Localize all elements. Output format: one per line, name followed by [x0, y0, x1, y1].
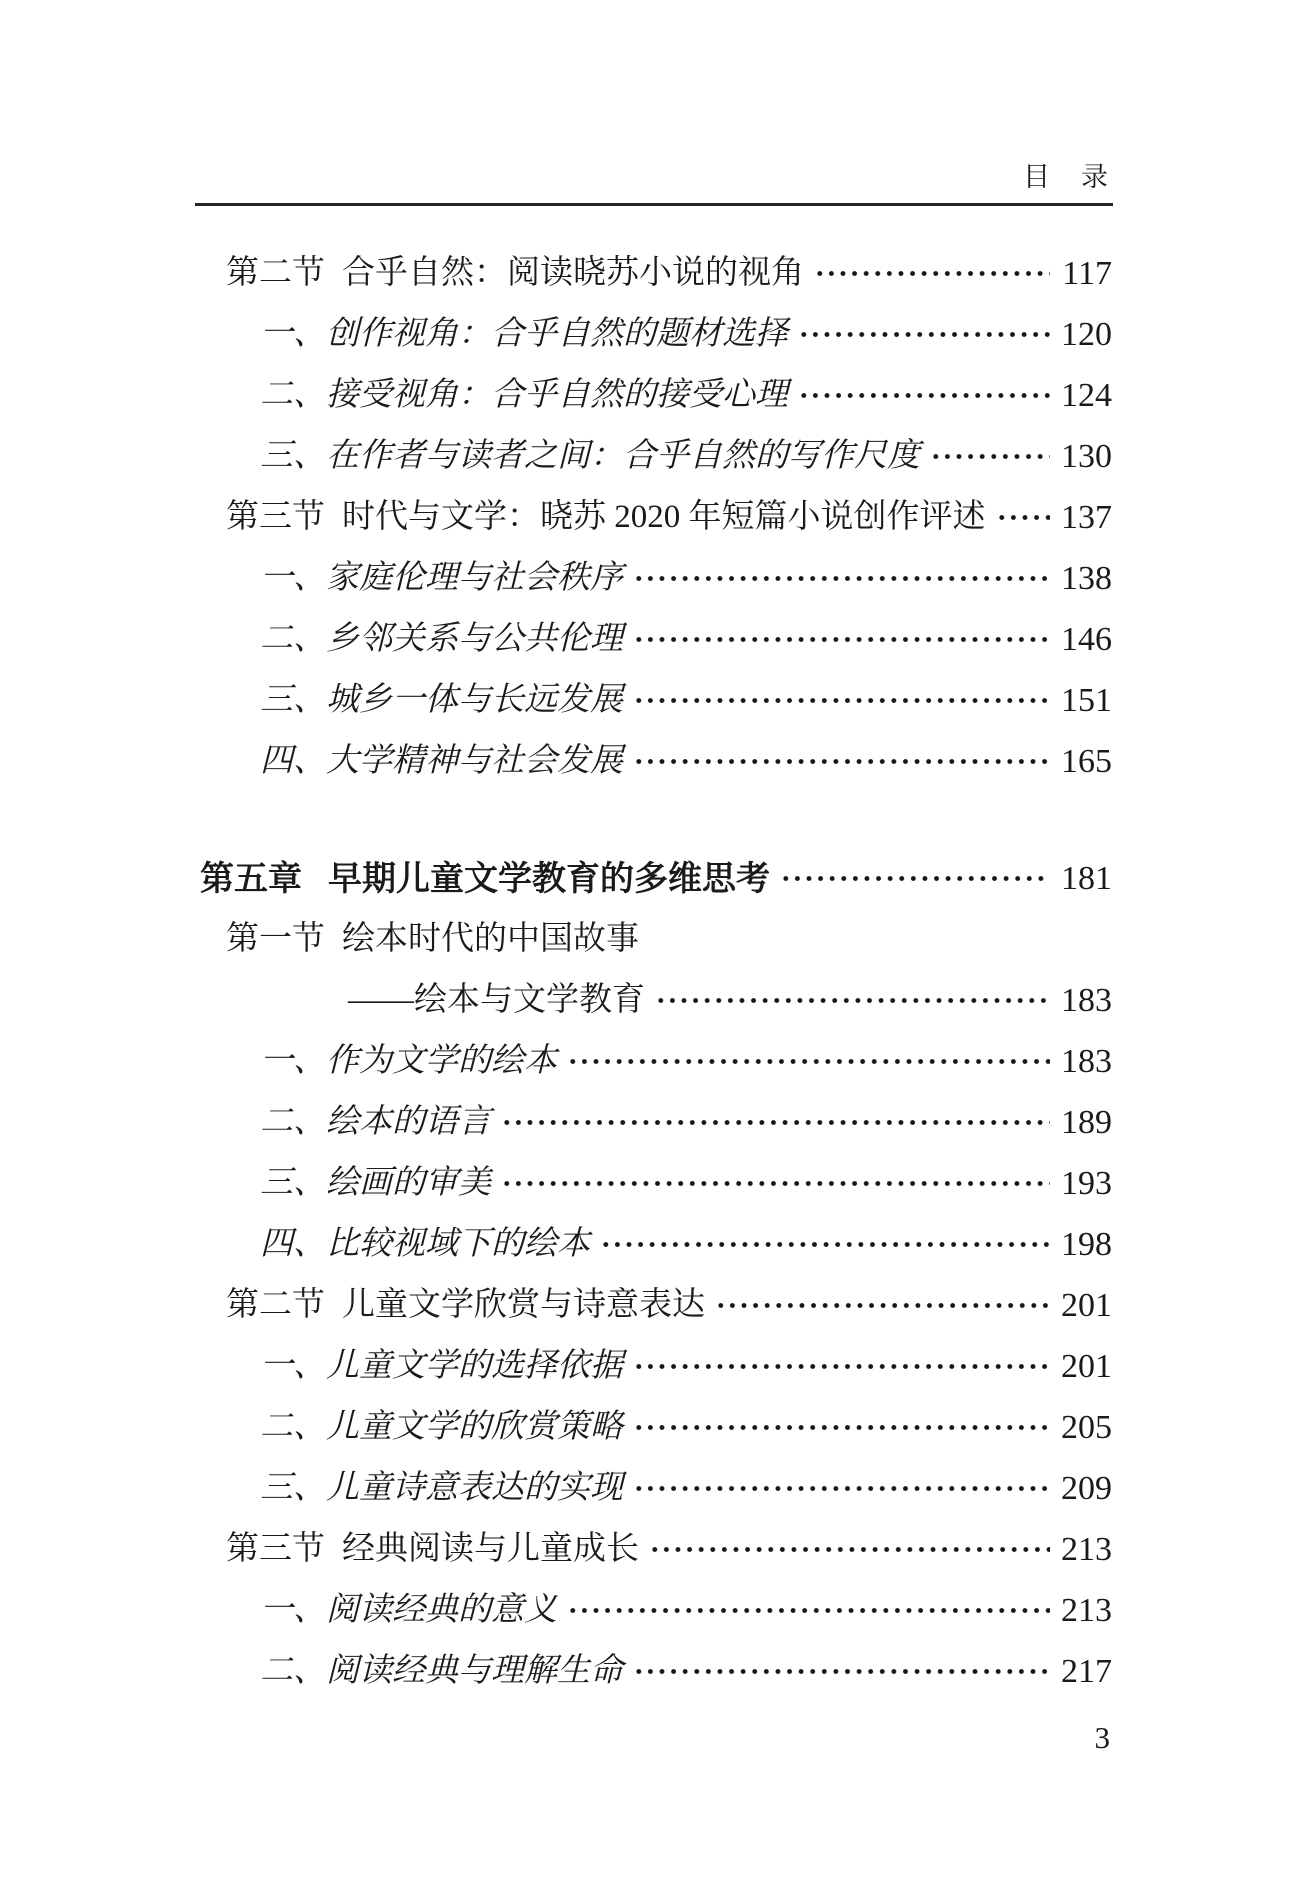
entry-title: 绘本的语言: [326, 1104, 491, 1140]
dot-leader: [600, 1228, 1050, 1261]
toc-entry-sub: [196, 670, 1112, 731]
entry-title: 大学精神与社会发展: [326, 743, 623, 779]
footer-page-number: 3: [1094, 1720, 1110, 1755]
entry-label: 四、: [260, 743, 326, 779]
entry-title: 早期儿童文学教育的多维思考: [328, 859, 770, 898]
dot-leader: [633, 1472, 1050, 1505]
entry-label: 一、: [260, 1592, 326, 1628]
toc-entry-sub: [196, 1153, 1112, 1214]
entry-label: 第三节: [226, 499, 325, 535]
toc-entry-sub: [196, 1031, 1112, 1092]
toc-list: [196, 206, 1112, 1702]
dot-leader: [501, 1167, 1050, 1200]
entry-label: 二、: [260, 1653, 326, 1689]
toc-entry-section: [196, 487, 1112, 548]
entry-title: 绘本时代的中国故事: [342, 921, 639, 957]
toc-entry-section: [196, 243, 1112, 304]
entry-title: 时代与文学：晓苏 2020 年短篇小说创作评述: [342, 499, 986, 535]
entry-label: 一、: [260, 1348, 326, 1384]
entry-page-number: 151: [1061, 681, 1112, 719]
toc-entry-sub: [196, 365, 1112, 426]
dot-leader: [649, 1533, 1050, 1566]
entry-label: 一、: [260, 1043, 326, 1079]
entry-title: 儿童诗意表达的实现: [326, 1470, 623, 1506]
entry-page-number: 183: [1061, 1042, 1112, 1080]
entry-label: 三、: [260, 438, 326, 474]
toc-entry-dash: [196, 970, 1112, 1031]
entry-page-number: 183: [1061, 981, 1112, 1019]
toc-entry-sub: [196, 731, 1112, 792]
dot-leader: [798, 318, 1050, 351]
toc-entry-sub: [196, 1580, 1112, 1641]
entry-title: 家庭伦理与社会秩序: [326, 560, 623, 596]
toc-entry-section: [196, 1519, 1112, 1580]
page-title: 目 录: [1023, 162, 1110, 192]
entry-label: 四、: [260, 1226, 326, 1262]
entry-label: 三、: [260, 682, 326, 718]
dot-leader: [633, 684, 1050, 717]
entry-title: 儿童文学欣赏与诗意表达: [342, 1287, 705, 1323]
entry-label: 第五章: [200, 859, 302, 898]
toc-entry-sub: [196, 1336, 1112, 1397]
dot-leader: [996, 501, 1051, 534]
entry-title: 作为文学的绘本: [326, 1043, 557, 1079]
entry-label: 第二节: [226, 255, 325, 291]
entry-title: 创作视角：合乎自然的题材选择: [326, 316, 788, 352]
entry-page-number: 189: [1061, 1103, 1112, 1141]
entry-page-number: 209: [1061, 1469, 1112, 1507]
entry-page-number: 137: [1061, 498, 1112, 536]
dot-leader: [655, 984, 1050, 1017]
entry-page-number: 213: [1061, 1530, 1112, 1568]
entry-label: 二、: [260, 1409, 326, 1445]
entry-title: 合乎自然：阅读晓苏小说的视角: [342, 255, 804, 291]
toc-entry-sub: [196, 1092, 1112, 1153]
entry-title: 绘画的审美: [326, 1165, 491, 1201]
dot-leader: [798, 379, 1050, 412]
dot-leader: [567, 1594, 1050, 1627]
toc-entry-section: [196, 1275, 1112, 1336]
toc-entry-section: [196, 909, 1112, 970]
entry-title: 儿童文学的欣赏策略: [326, 1409, 623, 1445]
entry-title: 比较视域下的绘本: [326, 1226, 590, 1262]
toc-entry-sub: [196, 1214, 1112, 1275]
entry-label: 一、: [260, 316, 326, 352]
entry-title: 乡邻关系与公共伦理: [326, 621, 623, 657]
toc-entry-chapter: [196, 848, 1112, 909]
entry-title: 阅读经典的意义: [326, 1592, 557, 1628]
toc-entry-sub: [196, 426, 1112, 487]
dot-leader: [814, 257, 1050, 290]
entry-title: 阅读经典与理解生命: [326, 1653, 623, 1689]
dot-leader: [633, 1655, 1050, 1688]
entry-page-number: 124: [1061, 376, 1112, 414]
entry-label: 第三节: [226, 1531, 325, 1567]
dot-leader: [715, 1289, 1050, 1322]
entry-page-number: 213: [1061, 1591, 1112, 1629]
entry-label: 二、: [260, 621, 326, 657]
entry-title: 经典阅读与儿童成长: [342, 1531, 639, 1567]
entry-page-number: 201: [1061, 1286, 1112, 1324]
entry-title: 接受视角：合乎自然的接受心理: [326, 377, 788, 413]
entry-page-number: 165: [1061, 742, 1112, 780]
dot-leader: [633, 745, 1050, 778]
toc-entry-sub: [196, 609, 1112, 670]
toc-entry-sub: [196, 548, 1112, 609]
dot-leader: [633, 1350, 1050, 1383]
dot-leader: [930, 440, 1050, 473]
entry-title: ——绘本与文学教育: [348, 982, 645, 1018]
entry-page-number: 205: [1061, 1408, 1112, 1446]
toc-entry-sub: [196, 1641, 1112, 1702]
entry-page-number: 201: [1061, 1347, 1112, 1385]
toc-entry-sub: [196, 1458, 1112, 1519]
entry-page-number: 217: [1061, 1652, 1112, 1690]
dot-leader: [633, 1411, 1050, 1444]
dot-leader: [633, 562, 1050, 595]
entry-page-number: 198: [1061, 1225, 1112, 1263]
dot-leader: [567, 1045, 1050, 1078]
entry-title: 在作者与读者之间：合乎自然的写作尺度: [326, 438, 920, 474]
toc-entry-sub: [196, 304, 1112, 365]
entry-label: 二、: [260, 377, 326, 413]
page-header: [0, 0, 1308, 191]
entry-page-number: 193: [1061, 1164, 1112, 1202]
dot-leader: [780, 862, 1050, 895]
entry-page-number: 146: [1061, 620, 1112, 658]
entry-page-number: 117: [1062, 254, 1112, 292]
dot-leader: [633, 623, 1050, 656]
entry-title: 城乡一体与长远发展: [326, 682, 623, 718]
entry-label: 三、: [260, 1165, 326, 1201]
toc-entry-sub: [196, 1397, 1112, 1458]
entry-page-number: 138: [1061, 559, 1112, 597]
entry-title: 儿童文学的选择依据: [326, 1348, 623, 1384]
entry-page-number: 130: [1061, 437, 1112, 475]
entry-label: 第二节: [226, 1287, 325, 1323]
entry-label: 第一节: [226, 921, 325, 957]
entry-label: 一、: [260, 560, 326, 596]
entry-label: 二、: [260, 1104, 326, 1140]
dot-leader: [501, 1106, 1050, 1139]
entry-page-number: 120: [1061, 315, 1112, 353]
entry-label: 三、: [260, 1470, 326, 1506]
entry-page-number: 181: [1061, 859, 1112, 897]
